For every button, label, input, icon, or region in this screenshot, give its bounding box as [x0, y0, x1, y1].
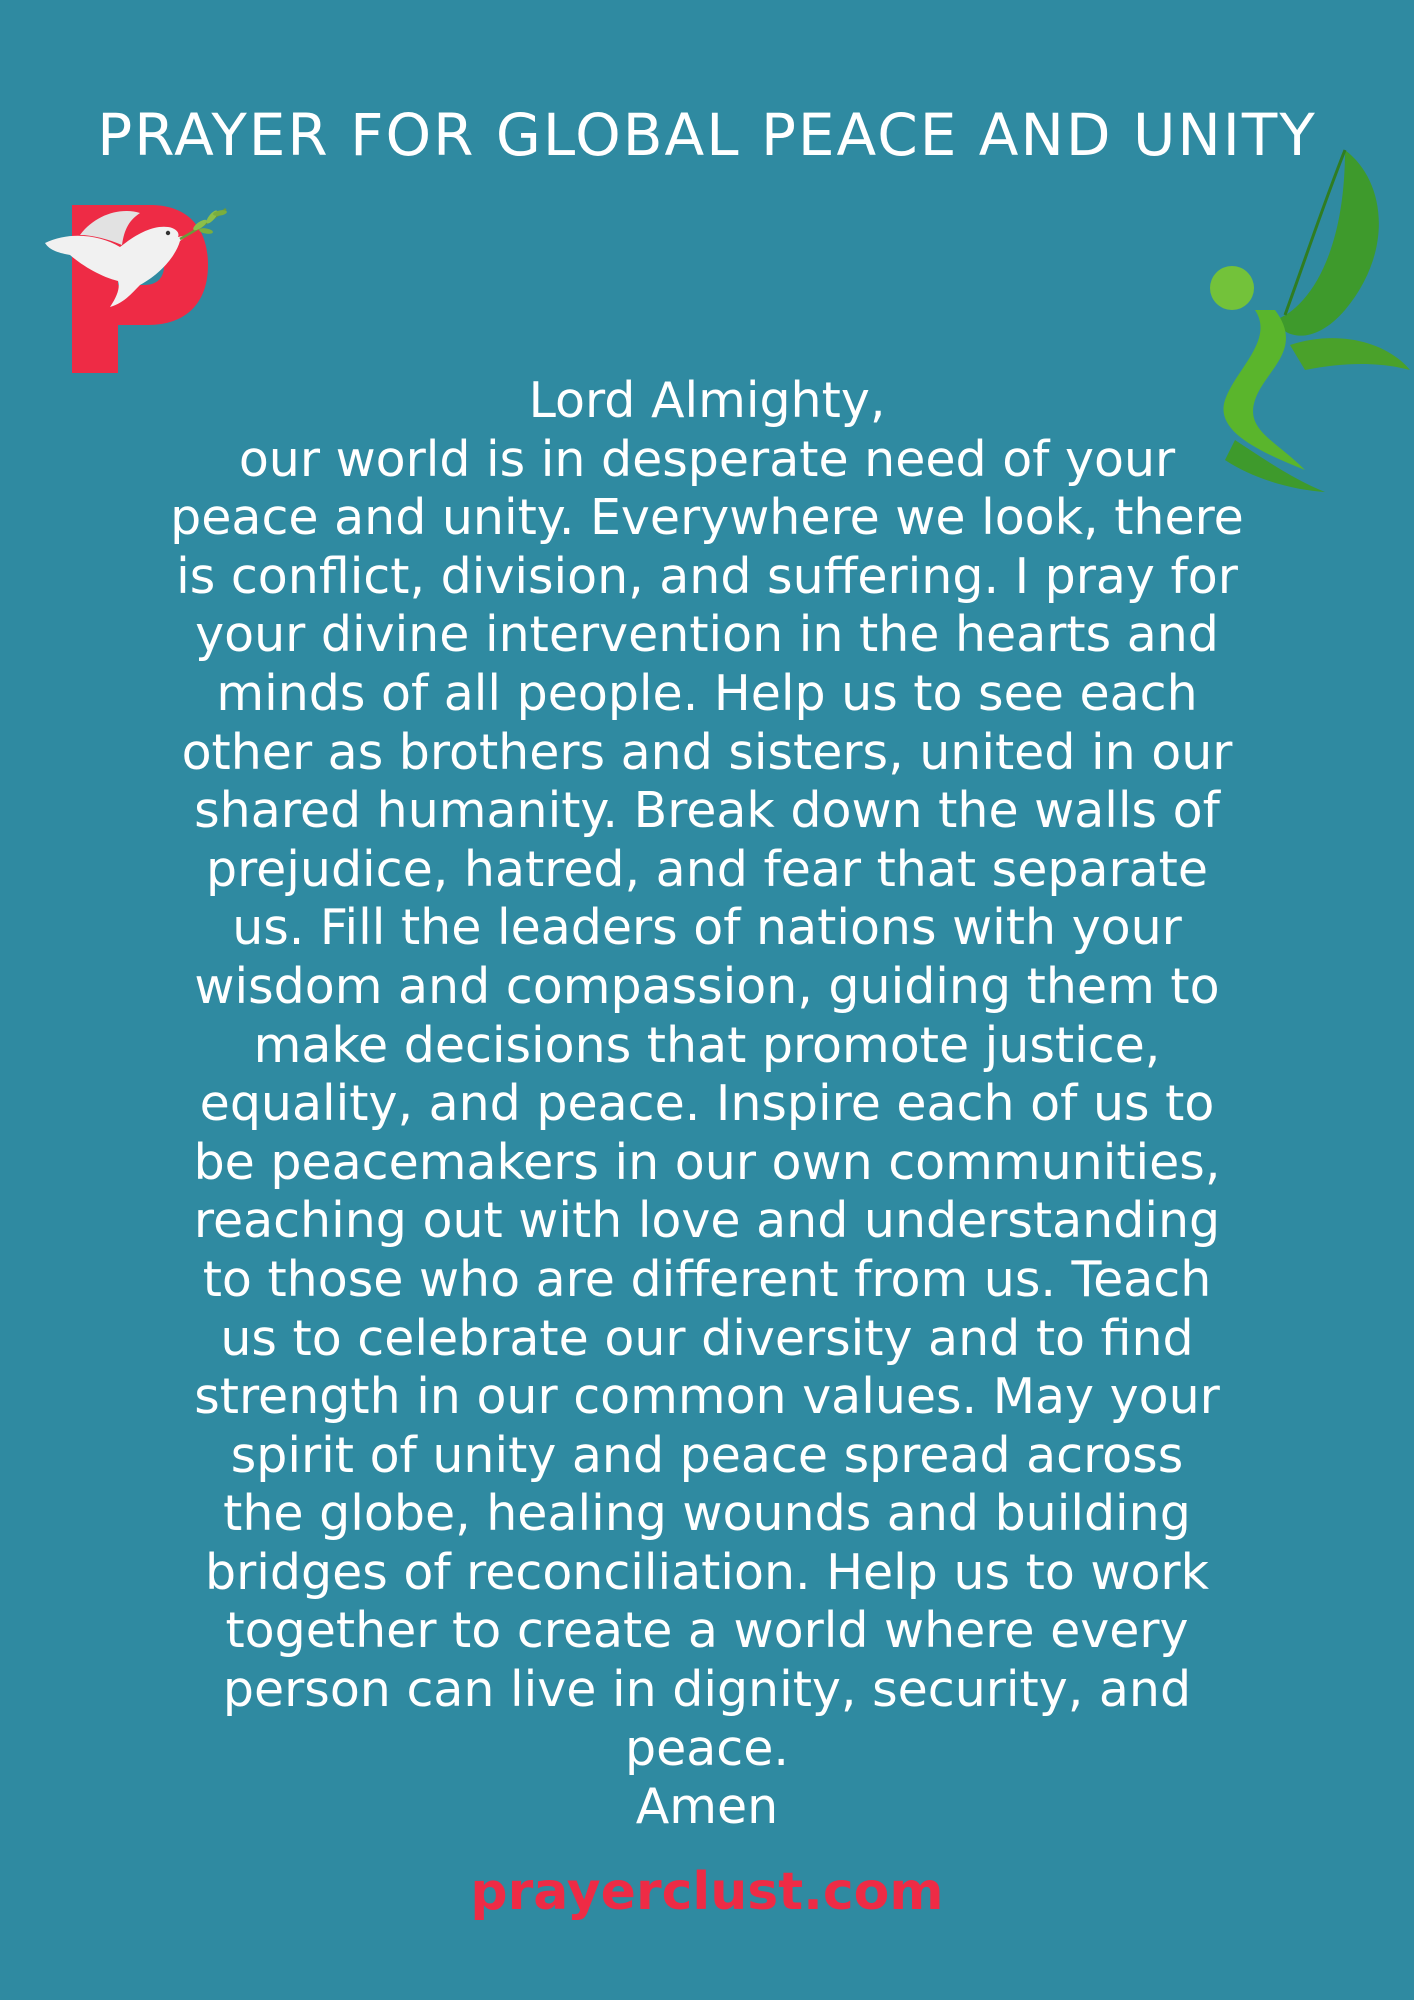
prayer-line: make decisions that promote justice,	[253, 1016, 1161, 1074]
prayer-line: the globe, healing wounds and building	[223, 1485, 1191, 1543]
prayer-line: reaching out with love and understanding	[193, 1192, 1221, 1250]
prayer-line: other as brothers and sisters, united in our	[181, 723, 1233, 781]
prayer-line: us. Fill the leaders of nations with your	[232, 899, 1182, 957]
prayer-line: us to celebrate our diversity and to find	[220, 1309, 1194, 1367]
prayer-line: shared humanity. Break down the walls of	[194, 782, 1220, 840]
prayer-line: our world is in desperate need of your	[238, 430, 1176, 488]
prayer-line: peace and unity. Everywhere we look, there	[170, 489, 1244, 547]
prayer-line: bridges of reconciliation. Help us to work	[205, 1543, 1209, 1601]
prayer-line: to those who are different from us. Teach	[202, 1250, 1212, 1308]
prayer-line: your divine intervention in the hearts and	[195, 606, 1219, 664]
prayer-line: be peacemakers in our own communities,	[193, 1133, 1221, 1191]
prayer-line: spirit of unity and peace spread across	[230, 1426, 1184, 1484]
prayer-line: Lord Almighty,	[528, 372, 886, 429]
prayer-line: together to create a world where every	[225, 1602, 1189, 1660]
prayer-text	[90, 372, 1324, 1837]
prayer-line: wisdom and compassion, guiding them to	[194, 957, 1220, 1015]
prayer-line: minds of all people. Help us to see each	[216, 664, 1198, 722]
prayer-closing: Amen	[635, 1778, 779, 1836]
prayer-line: person can live in dignity, security, and	[222, 1661, 1192, 1719]
page-title: PRAYER FOR GLOBAL PEACE AND UNITY	[97, 101, 1317, 169]
prayer-line: is conflict, division, and suffering. I pray for	[176, 547, 1238, 605]
prayer-line: equality, and peace. Inspire each of us to	[199, 1075, 1215, 1133]
prayer-line: peace.	[625, 1719, 789, 1777]
website-link[interactable]: prayerclust.com	[470, 1862, 944, 1922]
prayer-line: prejudice, hatred, and fear that separate	[205, 840, 1209, 898]
dove-p-logo-icon	[40, 195, 240, 385]
prayer-line: strength in our common values. May your	[194, 1368, 1220, 1426]
